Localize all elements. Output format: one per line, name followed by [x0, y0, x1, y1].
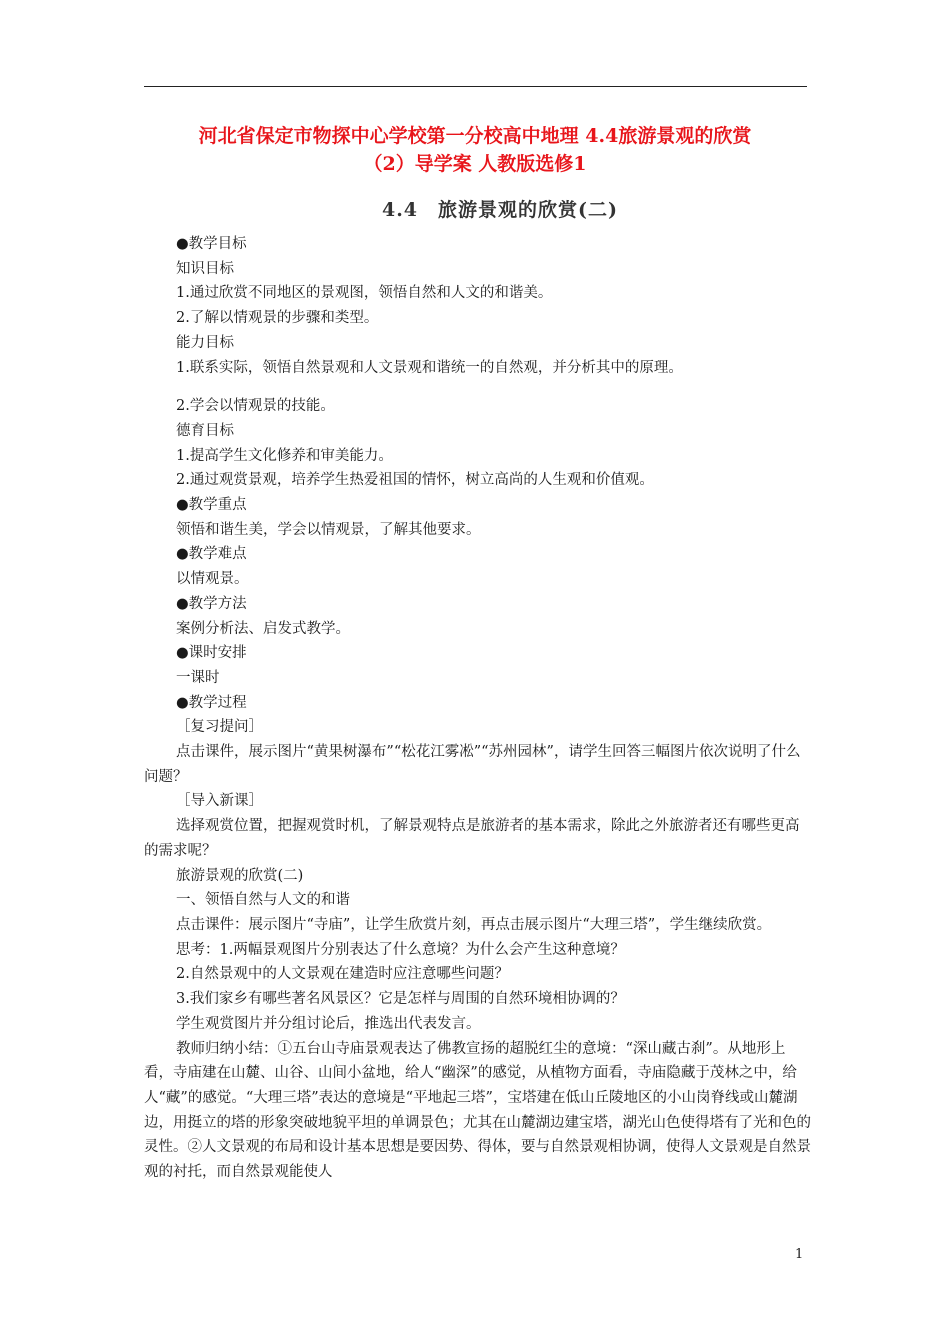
schedule-text: 一课时 — [176, 669, 220, 686]
knowledge-goal-1: 1.通过欣赏不同地区的景观图，领悟自然和人文的和谐美。 — [176, 285, 553, 302]
summary-paragraph: 教师归纳小结：①五台山寺庙景观表达了佛教宣扬的超脱红尘的意境：“深山藏古刹”。从地形上看，寺庙建在山麓、山谷、山间小盆地，给人“幽深”的感觉，从植物方面看，寺庙隐藏于茂林之中，给人“藏”的感觉。“大理三塔”表达的意境是“平地起三塔”，宝塔建在低山丘陵地区的小山岗脊线或山麓湖边，用挺立的塔的形象突破地貌平坦的单调景色；尤其在山麓湖边建宝塔，湖光山色使得塔有了光和色的灵性。②人文景观的布局和设计基本思想是要因势、得体，要与自然景观相协调，使得人文景观是自然景观的衬托，而自然景观能使人 — [144, 1040, 811, 1181]
key-points-text: 领悟和谐生美，学会以情观景，了解其他要求。 — [176, 521, 481, 538]
question-1: 思考：1.两幅景观图片分别表达了什么意境？为什么会产生这种意境？ — [176, 941, 625, 958]
heading-key-points: ●教学重点 — [176, 497, 247, 514]
courseware-paragraph: 点击课件：展示图片“寺庙”，让学生欣赏片刻，再点击展示图片“大理三塔”，学生继续欣赏。 — [176, 916, 772, 933]
page-number: 1 — [795, 1247, 804, 1262]
lesson-title: 旅游景观的欣赏(二) — [176, 867, 304, 884]
title-line-1: 河北省保定市物探中心学校第一分校高中地理 4.4旅游景观的欣赏 — [198, 125, 752, 147]
header-rule — [144, 86, 807, 87]
document-title — [120, 122, 830, 178]
question-3: 3.我们家乡有哪些著名风景区？它是怎样与周围的自然环境相协调的？ — [176, 991, 625, 1008]
heading-difficulties: ●教学难点 — [176, 546, 247, 563]
section-one-heading: 一、领悟自然与人文的和谐 — [176, 892, 350, 909]
question-2: 2.自然景观中的人文景观在建造时应注意哪些问题？ — [176, 966, 509, 983]
review-label: ［复习提问］ — [176, 719, 263, 736]
intro-paragraph: 选择观赏位置，把握观赏时机，了解景观特点是旅游者的基本需求，除此之外旅游者还有哪些更高的需求呢？ — [144, 818, 800, 859]
intro-label: ［导入新课］ — [176, 793, 263, 810]
moral-goal-2: 2.通过观赏景观，培养学生热爱祖国的情怀，树立高尚的人生观和价值观。 — [176, 472, 654, 489]
section-heading: 4.4 旅游景观的欣赏(二) — [381, 199, 619, 221]
discussion-text: 学生观赏图片并分组讨论后，推选出代表发言。 — [176, 1015, 481, 1032]
difficulties-text: 以情观景。 — [176, 571, 249, 588]
review-paragraph: 点击课件，展示图片“黄果树瀑布”“松花江雾凇”“苏州园林”，请学生回答三幅图片依次说明了什么问题？ — [144, 744, 801, 785]
moral-goals-label: 德育目标 — [176, 422, 234, 439]
methods-text: 案例分析法、启发式教学。 — [176, 620, 350, 637]
title-line-2: （2）导学案 人教版选修1 — [363, 153, 587, 175]
heading-methods: ●教学方法 — [176, 595, 247, 612]
knowledge-goal-2: 2.了解以情观景的步骤和类型。 — [176, 310, 379, 327]
ability-goal-1: 1.联系实际，领悟自然景观和人文景观和谐统一的自然观，并分析其中的原理。 — [176, 359, 683, 376]
moral-goal-1: 1.提高学生文化修养和审美能力。 — [176, 447, 393, 464]
knowledge-goals-label: 知识目标 — [176, 260, 234, 277]
heading-teaching-goals: ●教学目标 — [176, 236, 247, 252]
heading-schedule: ●课时安排 — [176, 645, 247, 662]
ability-goals-label: 能力目标 — [176, 334, 234, 351]
ability-goal-2: 2.学会以情观景的技能。 — [176, 398, 335, 415]
heading-process: ●教学过程 — [176, 694, 247, 711]
document-body — [144, 232, 812, 1185]
